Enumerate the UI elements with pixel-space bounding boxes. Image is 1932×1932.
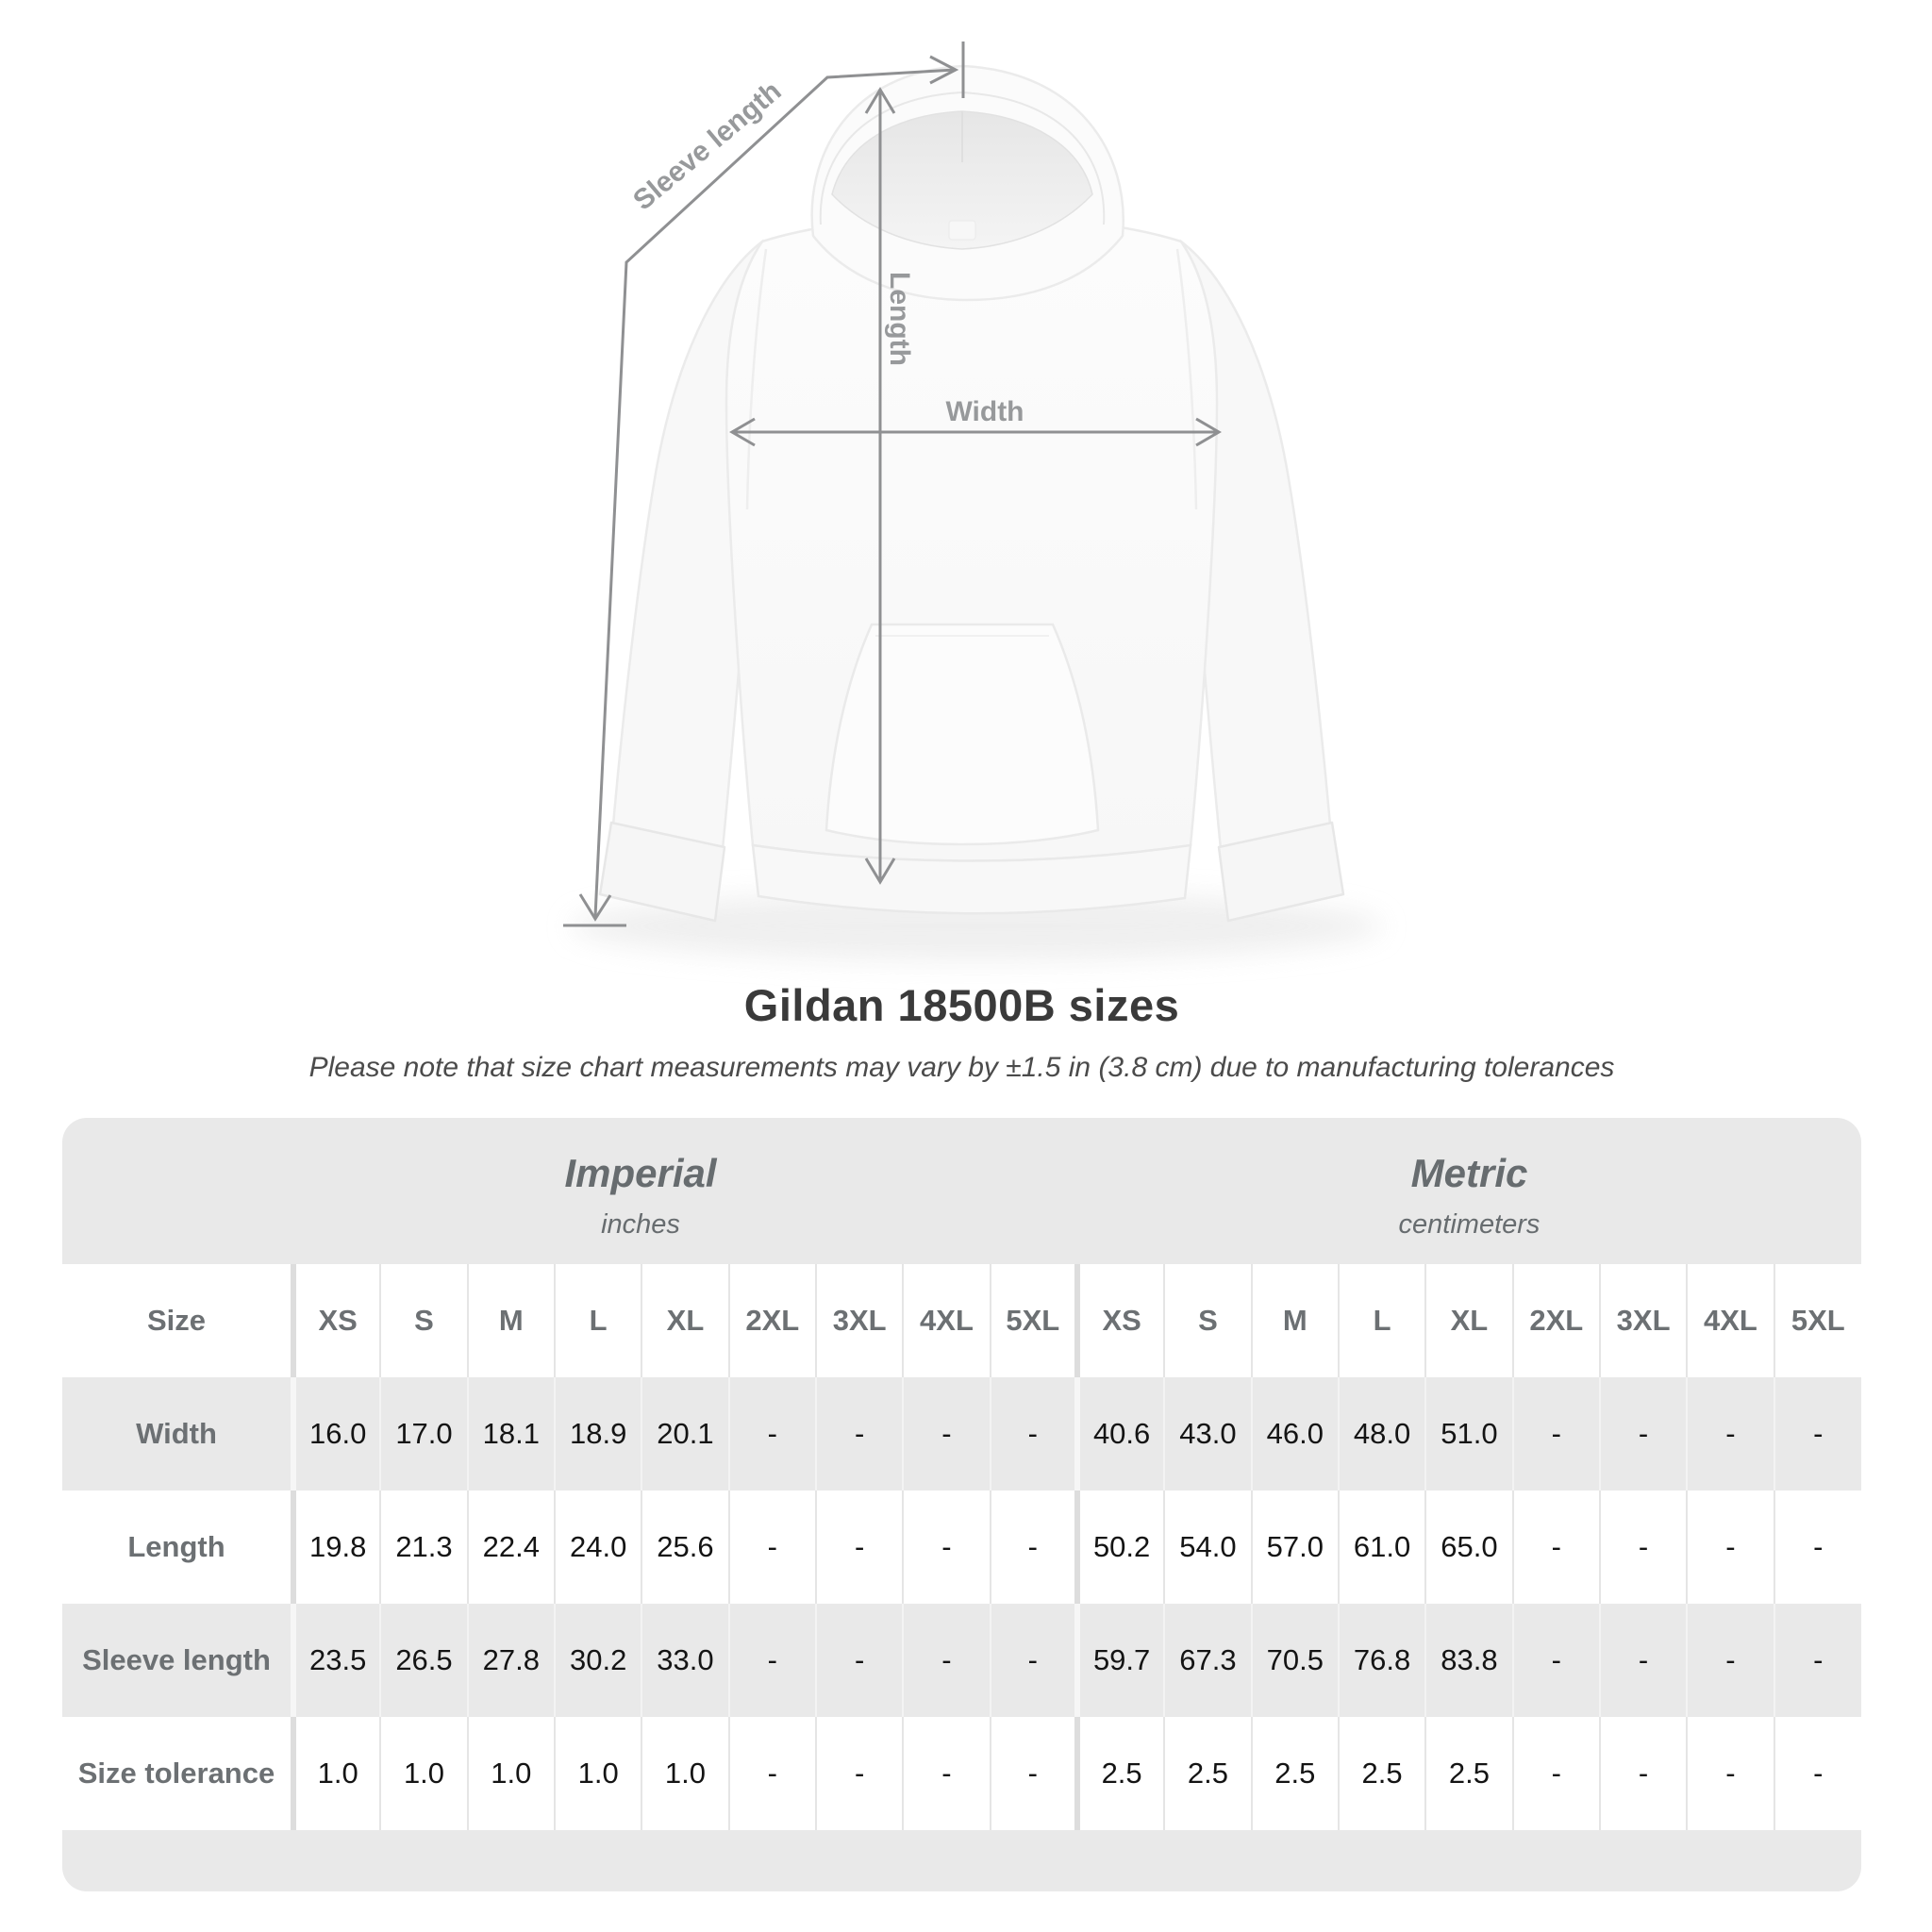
measurement-value-cell: - (903, 1717, 990, 1830)
measurement-value-cell: 65.0 (1425, 1491, 1512, 1604)
measurement-value-cell: - (1774, 1377, 1861, 1491)
measurement-value-cell: - (729, 1604, 816, 1717)
table-row (62, 1491, 1861, 1604)
measurement-value-cell: 1.0 (293, 1717, 380, 1830)
size-header-cell: Size (146, 1304, 207, 1337)
size-header-row (62, 1264, 1861, 1377)
neck-label (949, 221, 975, 240)
row-label: Length (127, 1530, 225, 1563)
measurement-value-cell: 30.2 (555, 1604, 641, 1717)
measurement-value-cell: 1.0 (468, 1717, 555, 1830)
measurement-value-cell: - (1600, 1377, 1687, 1491)
length-label: Length (884, 272, 915, 366)
metric-header-group (1077, 1118, 1861, 1264)
imperial-unit: inches (601, 1209, 680, 1240)
measurement-value-cell: - (991, 1604, 1077, 1717)
measurement-value-cell: - (816, 1377, 903, 1491)
size-column-header: 3XL (816, 1264, 903, 1377)
measurement-value-cell: 25.6 (641, 1491, 728, 1604)
measurement-value-cell: - (903, 1491, 990, 1604)
row-label: Size tolerance (77, 1757, 275, 1790)
measurement-value-cell: 57.0 (1252, 1491, 1339, 1604)
measurement-value-cell: 51.0 (1425, 1377, 1512, 1491)
measurement-value-cell: - (1600, 1604, 1687, 1717)
measurement-value-cell: 43.0 (1164, 1377, 1251, 1491)
size-column-header: 2XL (1513, 1264, 1600, 1377)
measurement-value-cell: - (729, 1377, 816, 1491)
size-table-body (62, 1377, 1861, 1830)
row-label: Sleeve length (82, 1643, 271, 1676)
measurement-value-cell: 27.8 (468, 1604, 555, 1717)
page-subtitle: Please note that size chart measurements may vary by ±1.5 in (3.8 cm) due to manufacturing tolerances (308, 1052, 1615, 1083)
measurement-value-cell: - (1774, 1717, 1861, 1830)
measurement-value-cell: 21.3 (380, 1491, 467, 1604)
measurement-value-cell: 18.1 (468, 1377, 555, 1491)
measurement-value-cell: 40.6 (1077, 1377, 1164, 1491)
sleeve-length-label: Sleeve length (627, 75, 788, 217)
measurement-value-cell: - (991, 1491, 1077, 1604)
measurement-value-cell: - (1513, 1377, 1600, 1491)
measurement-value-cell: 19.8 (293, 1491, 380, 1604)
measurement-value-cell: 2.5 (1164, 1717, 1251, 1830)
size-column-header: 2XL (729, 1264, 816, 1377)
size-column-header: L (1339, 1264, 1425, 1377)
measurement-value-cell: 33.0 (641, 1604, 728, 1717)
measurement-value-cell: 20.1 (641, 1377, 728, 1491)
measurement-value-cell: 23.5 (293, 1604, 380, 1717)
measurement-value-cell: - (1513, 1717, 1600, 1830)
measurement-value-cell: - (903, 1604, 990, 1717)
size-column-header: XS (293, 1264, 380, 1377)
measurement-value-cell: 54.0 (1164, 1491, 1251, 1604)
measurement-value-cell: - (1687, 1491, 1774, 1604)
measurement-value-cell: 67.3 (1164, 1604, 1251, 1717)
size-column-header: 3XL (1600, 1264, 1687, 1377)
table-row (62, 1717, 1861, 1830)
metric-unit: centimeters (1398, 1209, 1541, 1240)
width-label: Width (945, 396, 1024, 427)
size-column-header: XL (1425, 1264, 1512, 1377)
measurement-value-cell: 24.0 (555, 1491, 641, 1604)
kangaroo-pocket (826, 625, 1098, 844)
measurement-value-cell: 61.0 (1339, 1491, 1425, 1604)
measurement-value-cell: 1.0 (641, 1717, 728, 1830)
measurement-value-cell: 1.0 (380, 1717, 467, 1830)
title-block (62, 979, 1861, 1084)
measurement-value-cell: 2.5 (1425, 1717, 1512, 1830)
measurement-value-cell: 2.5 (1252, 1717, 1339, 1830)
measurement-value-cell: 2.5 (1077, 1717, 1164, 1830)
measurement-value-cell: - (1513, 1491, 1600, 1604)
measurement-value-cell: - (903, 1377, 990, 1491)
measurement-value-cell: - (1687, 1717, 1774, 1830)
row-label: Width (136, 1417, 217, 1450)
measurement-value-cell: 50.2 (1077, 1491, 1164, 1604)
measurement-value-cell: - (1774, 1491, 1861, 1604)
size-table (62, 1264, 1861, 1830)
page-title: Gildan 18500B sizes (743, 980, 1180, 1030)
size-column-header: M (468, 1264, 555, 1377)
imperial-header-group (62, 1118, 1077, 1264)
measurement-value-cell: 48.0 (1339, 1377, 1425, 1491)
measurement-value-cell: - (1687, 1377, 1774, 1491)
size-chart-card (62, 1118, 1861, 1891)
table-row (62, 1604, 1861, 1717)
measurement-value-cell: 70.5 (1252, 1604, 1339, 1717)
measurement-value-cell: - (729, 1491, 816, 1604)
measurement-value-cell: 26.5 (380, 1604, 467, 1717)
unit-headers (62, 1118, 1861, 1264)
table-row (62, 1377, 1861, 1491)
size-column-header: XS (1077, 1264, 1164, 1377)
size-column-header: S (380, 1264, 467, 1377)
size-column-header: 4XL (1687, 1264, 1774, 1377)
measurement-value-cell: - (729, 1717, 816, 1830)
measurement-value-cell: 22.4 (468, 1491, 555, 1604)
measurement-value-cell: - (1600, 1491, 1687, 1604)
size-column-header: S (1164, 1264, 1251, 1377)
imperial-header: Imperial (564, 1151, 717, 1195)
measurement-value-cell: 2.5 (1339, 1717, 1425, 1830)
size-column-header: 5XL (991, 1264, 1077, 1377)
measurement-value-cell: - (1774, 1604, 1861, 1717)
measurement-value-cell: 59.7 (1077, 1604, 1164, 1717)
measurement-value-cell: - (816, 1491, 903, 1604)
measurement-value-cell: 18.9 (555, 1377, 641, 1491)
measurement-value-cell: 16.0 (293, 1377, 380, 1491)
measurement-value-cell: - (1600, 1717, 1687, 1830)
measurement-value-cell: 83.8 (1425, 1604, 1512, 1717)
size-column-header: 4XL (903, 1264, 990, 1377)
measurement-value-cell: - (816, 1604, 903, 1717)
measurement-value-cell: - (991, 1717, 1077, 1830)
measurement-value-cell: - (1513, 1604, 1600, 1717)
size-column-header: M (1252, 1264, 1339, 1377)
measurement-value-cell: 46.0 (1252, 1377, 1339, 1491)
measurement-value-cell: - (1687, 1604, 1774, 1717)
metric-header: Metric (1410, 1151, 1528, 1195)
measurement-value-cell: - (816, 1717, 903, 1830)
size-column-header: 5XL (1774, 1264, 1861, 1377)
measurement-value-cell: 76.8 (1339, 1604, 1425, 1717)
measurement-value-cell: - (991, 1377, 1077, 1491)
size-column-header: L (555, 1264, 641, 1377)
size-column-header: XL (641, 1264, 728, 1377)
measurement-value-cell: 17.0 (380, 1377, 467, 1491)
measurement-value-cell: 1.0 (555, 1717, 641, 1830)
